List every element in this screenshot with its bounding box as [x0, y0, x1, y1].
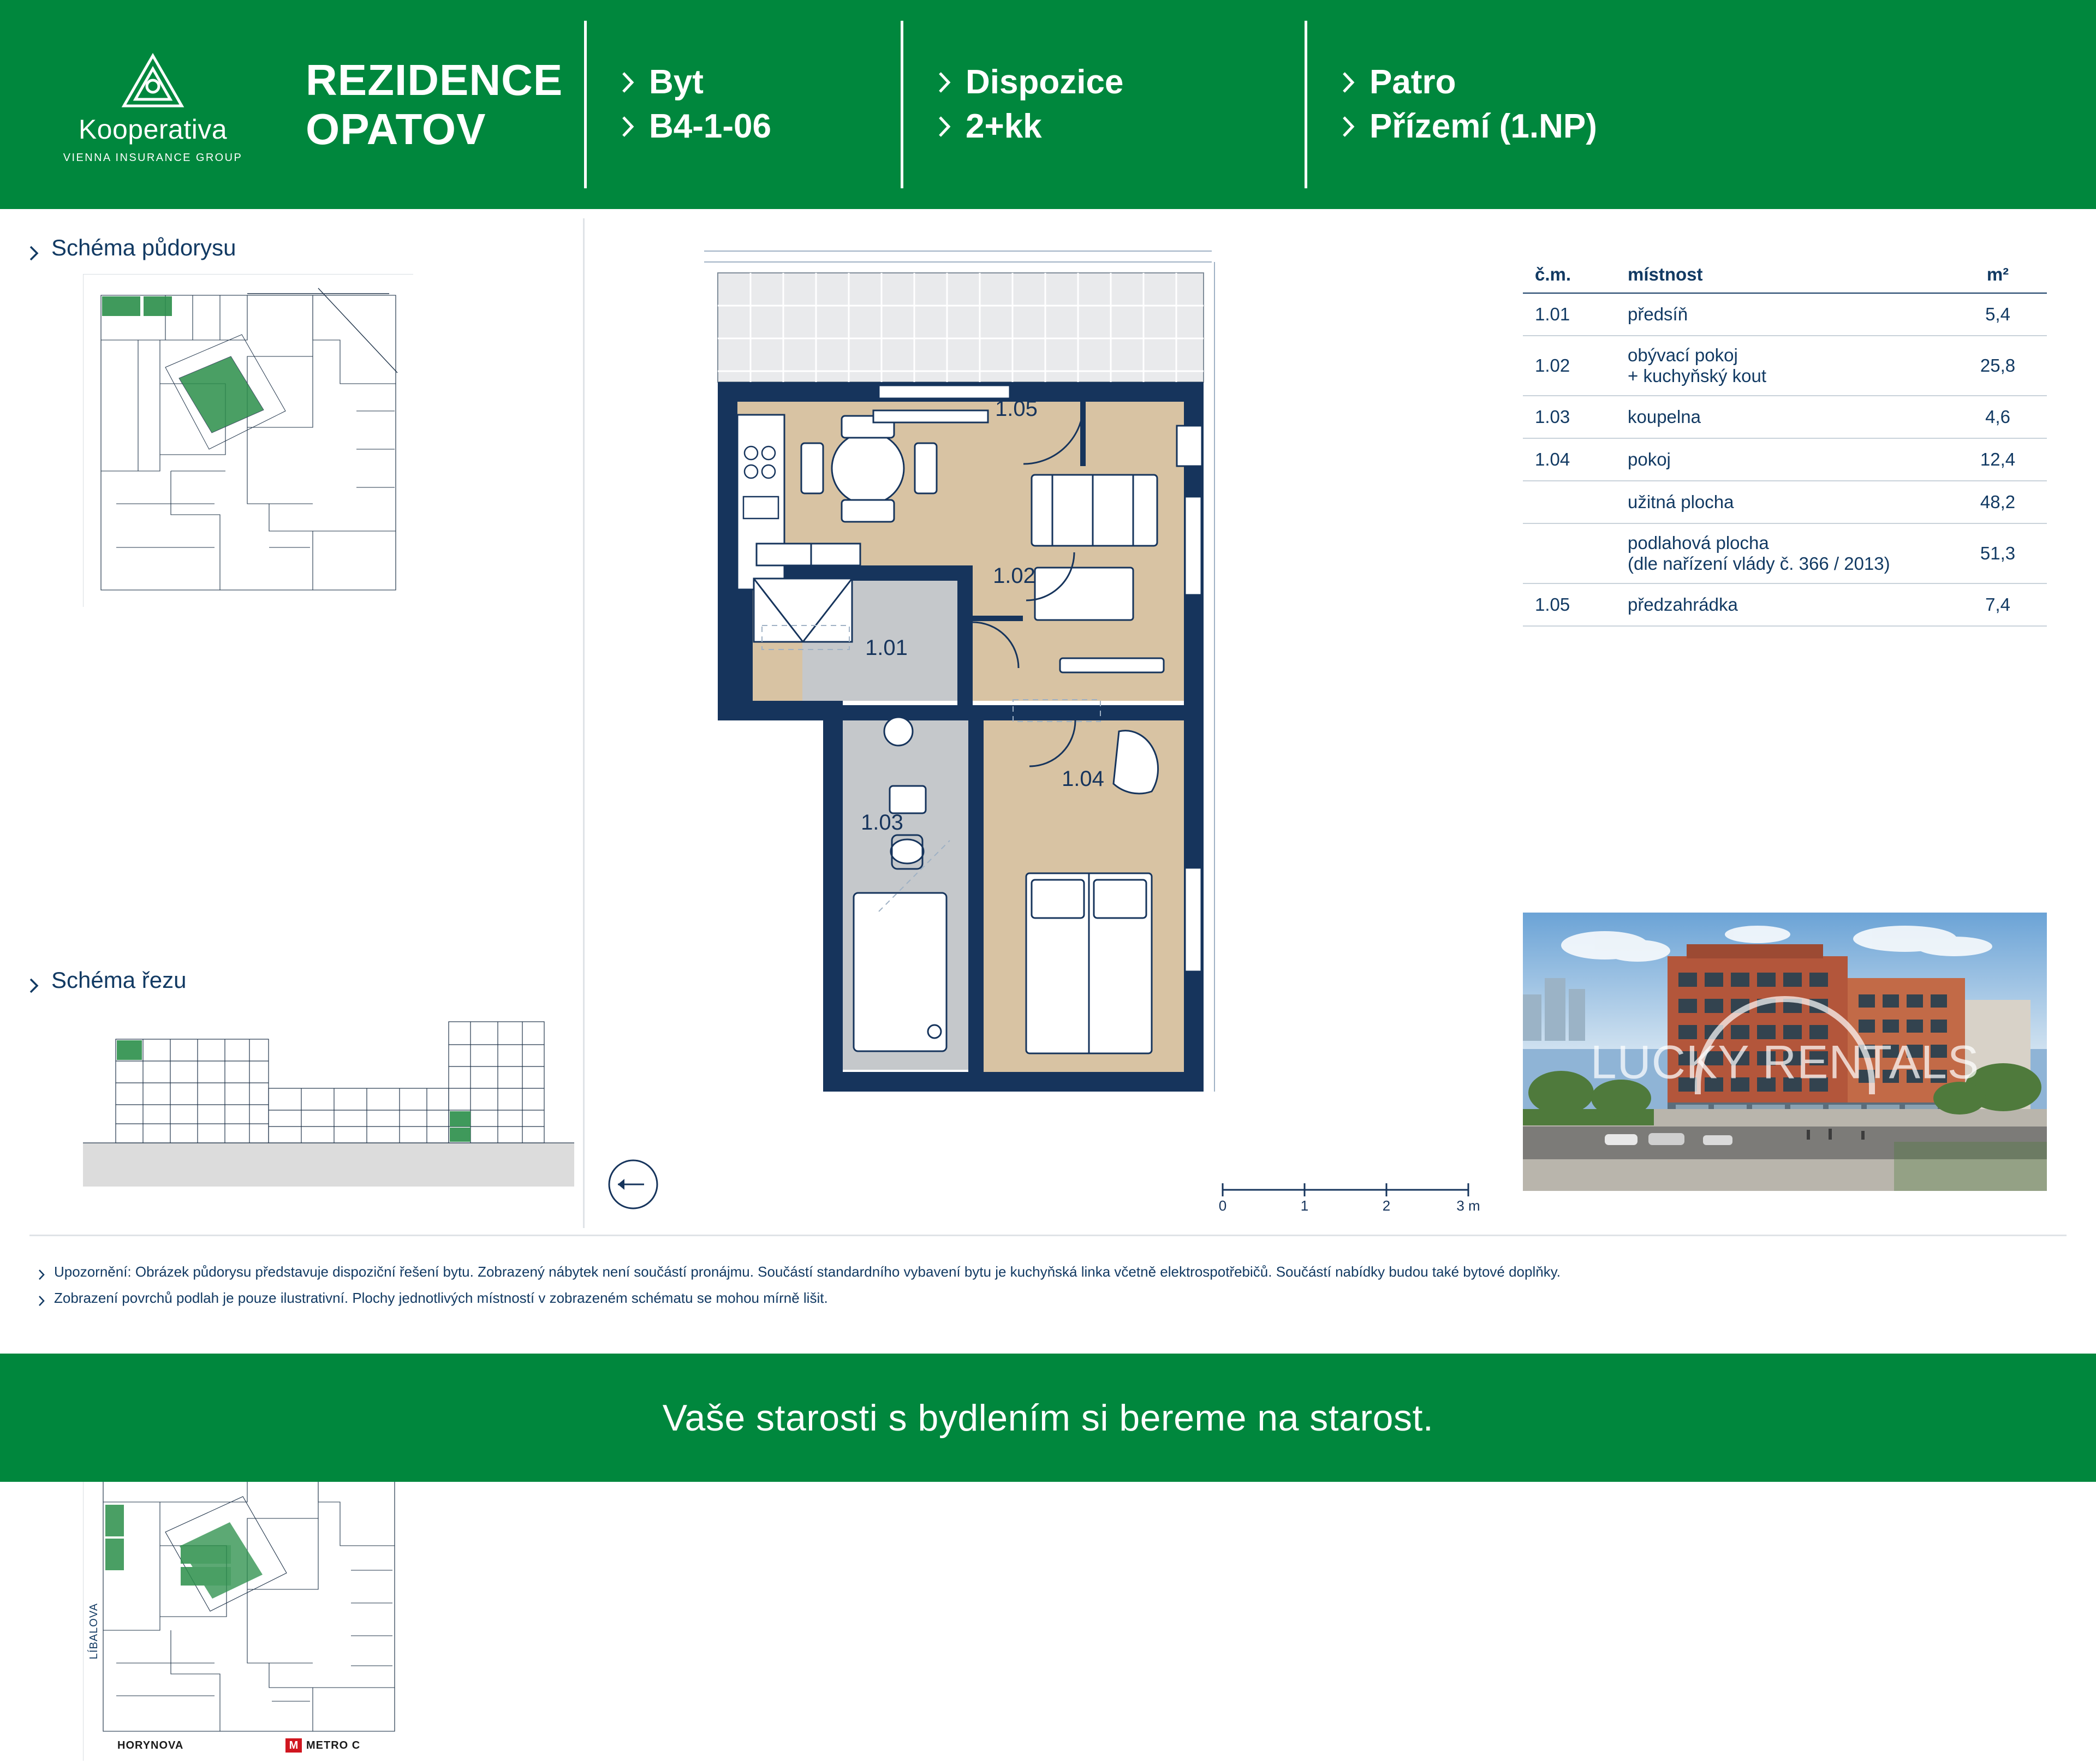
situation-street-label-bottom: HORYNOVA: [117, 1739, 184, 1751]
watermark-text: LUCKY RENTALS: [1590, 1036, 1980, 1089]
chevron-right-icon: [622, 71, 635, 93]
footnote-item: [38, 1287, 2058, 1309]
section-title-section-schema: [29, 967, 581, 993]
chevron-right-icon: [29, 240, 39, 255]
building-visualization: [1523, 913, 2047, 1191]
brand-name: Kooperativa: [78, 114, 228, 145]
table-row-total: [1523, 481, 2047, 523]
footnotes: [38, 1261, 2058, 1314]
row-room-line2: + kuchyňský kout: [1628, 366, 1767, 386]
row-room-line2: (dle nařízení vlády č. 366 / 2013): [1628, 553, 1890, 574]
plan-label-1-03: 1.03: [861, 811, 903, 835]
chevron-right-icon: [622, 116, 635, 138]
project-name-line2: OPATOV: [306, 104, 486, 153]
section-title-label: Schéma půdorysu: [51, 235, 236, 260]
chevron-right-icon: [29, 973, 39, 988]
chevron-right-icon: [938, 71, 951, 93]
footnote-text: Upozornění: Obrázek půdorysu představuje dispoziční řešení bytu. Zobrazený nábytek není součástí pronájmu. Součástí standardního vybavení bytu je kuchyňská linka včetně elektrospotřebičů. Součástí nabídky budou také bytové doplňky.: [54, 1264, 1561, 1280]
row-number: [1523, 523, 1616, 583]
row-area: 12,4: [1949, 438, 2047, 481]
footnote-text: Zobrazení povrchů podlah je pouze ilustrativní. Plochy jednotlivých místností v zobrazeném schématu se mohou mírně lišit.: [54, 1290, 828, 1307]
page-footer: [0, 1354, 2096, 1482]
north-arrow-icon: [606, 1157, 660, 1212]
section-title-floorplan-schema: [29, 235, 581, 261]
floor-label: Patro: [1369, 63, 1456, 101]
svg-text:1: 1: [1300, 1197, 1309, 1214]
row-area: 51,3: [1949, 523, 2047, 583]
plan-label-1-01: 1.01: [865, 636, 908, 660]
header-block-layout: [901, 21, 1305, 188]
layout-value: 2+kk: [966, 107, 1042, 145]
table-header-number: č.m.: [1523, 254, 1616, 293]
table-row: [1523, 396, 2047, 438]
row-area: 48,2: [1949, 481, 2047, 523]
row-area: 7,4: [1949, 583, 2047, 626]
plan-scale-bar: [1212, 1168, 1485, 1212]
page-header: [0, 0, 2096, 209]
plan-label-1-02: 1.02: [993, 564, 1035, 588]
unit-value: B4-1-06: [649, 107, 771, 145]
chevron-right-icon: [1342, 116, 1355, 138]
row-number: 1.04: [1523, 438, 1616, 481]
footer-slogan: Vaše starosti s bydlením si bereme na starost.: [662, 1397, 1434, 1439]
metro-m-icon: M: [285, 1738, 302, 1753]
kooperativa-triangle-logo: [120, 52, 186, 109]
room-schedule-table: [1523, 254, 2047, 627]
header-block-unit: [584, 21, 901, 188]
page-title: [306, 0, 584, 209]
project-name-line1: REZIDENCE: [306, 55, 563, 104]
plan-label-1-05: 1.05: [995, 397, 1038, 421]
row-room-line1: podlahová plocha: [1628, 533, 1769, 553]
brand-logo: [0, 0, 306, 209]
brand-subtitle: VIENNA INSURANCE GROUP: [63, 152, 243, 164]
chevron-right-icon: [38, 1265, 45, 1276]
chevron-right-icon: [1342, 71, 1355, 93]
footnote-item: [38, 1261, 2058, 1283]
metro-badge: [285, 1738, 360, 1753]
row-room: předzahrádka: [1616, 583, 1949, 626]
header-block-floor: [1305, 21, 1719, 188]
row-area: 25,8: [1949, 336, 2047, 396]
vertical-divider: [583, 218, 585, 1228]
layout-label: Dispozice: [966, 63, 1124, 101]
row-room: pokoj: [1616, 438, 1949, 481]
table-header-area: m²: [1949, 254, 2047, 293]
floor-value: Přízemí (1.NP): [1369, 107, 1597, 145]
table-row: [1523, 336, 2047, 396]
table-row-floor-area: [1523, 523, 2047, 583]
row-number: 1.01: [1523, 293, 1616, 336]
chevron-right-icon: [938, 116, 951, 138]
table-row: [1523, 583, 2047, 626]
row-area: 4,6: [1949, 396, 2047, 438]
row-room: užitná plocha: [1616, 481, 1949, 523]
metro-label: METRO C: [306, 1739, 361, 1751]
situation-street-label-left: LÍBALOVA: [88, 1603, 100, 1660]
table-header-row: [1523, 254, 2047, 293]
unit-label: Byt: [649, 63, 704, 101]
row-number: 1.05: [1523, 583, 1616, 626]
svg-text:3 m: 3 m: [1456, 1197, 1480, 1214]
chevron-right-icon: [38, 1291, 45, 1302]
table-row: [1523, 293, 2047, 336]
row-room: koupelna: [1616, 396, 1949, 438]
row-area: 5,4: [1949, 293, 2047, 336]
table-header-room: místnost: [1616, 254, 1949, 293]
section-title-label: Schéma řezu: [51, 967, 187, 993]
row-number: 1.03: [1523, 396, 1616, 438]
plan-label-1-04: 1.04: [1062, 767, 1104, 791]
row-number: [1523, 481, 1616, 523]
floorplan-schema-thumbnail: [83, 274, 413, 607]
section-schema-thumbnail: [83, 1006, 574, 1187]
row-room: předsíň: [1616, 293, 1949, 336]
row-room: [1616, 336, 1949, 396]
svg-text:0: 0: [1218, 1197, 1227, 1214]
row-number: 1.02: [1523, 336, 1616, 396]
svg-text:2: 2: [1382, 1197, 1391, 1214]
main-floorplan: [595, 240, 1496, 1223]
situation-schema-thumbnail: [83, 1439, 413, 1761]
row-room: [1616, 523, 1949, 583]
row-room-line1: obývací pokoj: [1628, 345, 1738, 365]
table-row: [1523, 438, 2047, 481]
